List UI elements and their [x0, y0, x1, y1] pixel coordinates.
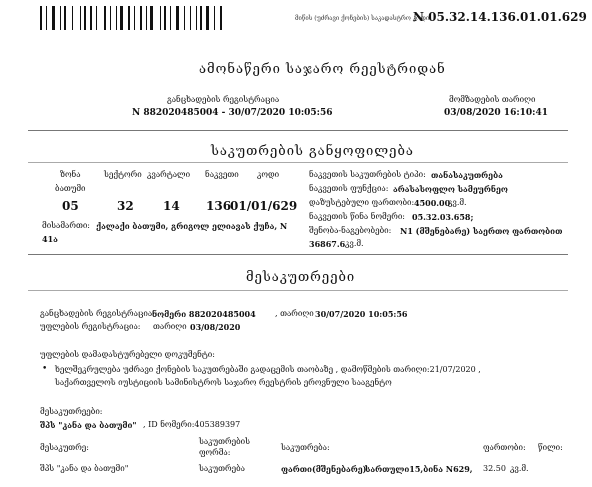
ownership-type-value: თანასაკუთრება [431, 170, 503, 180]
buildings-value: N1 (მშენებარე) საერთო ფართობით [400, 226, 563, 236]
zone-name: ბათუმი [55, 184, 86, 193]
owners-reg-date-label: , თარიღი [275, 309, 314, 318]
col-header-code: კოდი [257, 170, 280, 179]
area-value: 4500.00 [414, 198, 451, 208]
barcode-bar [52, 6, 55, 30]
area-unit: კვ.მ. [448, 198, 467, 207]
code-unit: 01/01/629 [230, 199, 298, 213]
barcode-bar [80, 6, 81, 30]
barcode-bar [46, 6, 47, 30]
barcode-bar [160, 6, 161, 30]
owners-reg-value: ნომერი 882020485004 [152, 309, 256, 319]
owner-id: , ID ნომერი:405389397 [143, 420, 241, 429]
barcode-bar [120, 6, 123, 30]
document-number: N 05.32.14.136.01.01.629 [413, 10, 587, 24]
col-header-sector: სექტორი [104, 170, 142, 179]
barcode-bar [196, 6, 197, 30]
barcode [40, 6, 272, 30]
barcode-bar [150, 6, 153, 30]
address-value: ქალაქი ბათუმი, გრიგოლ ელიავას ქუჩა, N [96, 221, 288, 231]
property-section-title: საკუთრების განყოფილება [211, 144, 414, 159]
col-header-zone: ზონა [60, 170, 81, 179]
barcode-bar [146, 6, 147, 30]
table-row-property-unit: სართული15,ბინა N629, [365, 464, 473, 474]
owners-reg-date: 30/07/2020 10:05:56 [315, 309, 408, 319]
owners-label: მესაკუთრეები: [40, 407, 103, 416]
agency-title: ამონაწერი საჯარო რეესტრიდან [199, 62, 446, 77]
barcode-bar [110, 6, 111, 30]
code-quarter: 14 [163, 199, 180, 213]
barcode-bar [90, 6, 92, 30]
address-label: მისამართი: [42, 221, 91, 230]
barcode-bar [72, 6, 73, 30]
owners-reg-label: განცხადების რეგისტრაცია : [40, 309, 158, 318]
basis-document-label: უფლების დამადასტურებელი დოკუმენტი: [40, 350, 215, 359]
previous-number-value: 05.32.03.658; [412, 212, 474, 222]
barcode-caption: მიწის (უძრავი ქონების) საკადასტრო კოდი [295, 15, 430, 22]
barcode-bar [64, 6, 66, 30]
buildings-label: შენობა-ნაგებობები: [309, 226, 392, 235]
code-parcel: 136 [206, 199, 232, 213]
registration-label: განცხადების რეგისტრაცია [167, 95, 280, 104]
barcode-bar [60, 6, 61, 30]
table-row-form: საკუთრება [199, 464, 245, 473]
table-row-unit: კვ.მ. [510, 464, 529, 473]
basis-document-issuer: საქართველოს იუსტიციის სამინისტროს საჯარო რეესტრის ეროვნული სააგენტო [55, 378, 392, 387]
barcode-bar [220, 6, 222, 30]
address-value-cont: 41ა [42, 234, 58, 244]
barcode-bar [170, 6, 171, 30]
right-date: 03/08/2020 [190, 322, 241, 332]
barcode-bar [200, 6, 202, 30]
basis-document-text: ხელშეკრულება უძრავი ქონების საკუთრებაში გადაცემის თაობაზე , დამოწმების თარიღი:21/07/2020 , [55, 365, 481, 374]
registration-value: N 882020485004 - 30/07/2020 10:05:56 [132, 108, 333, 118]
bullet-icon: • [42, 364, 48, 374]
code-zone: 05 [62, 199, 79, 213]
buildings-unit: კვ.მ. [345, 239, 364, 248]
barcode-bar [206, 6, 209, 30]
barcode-bar [176, 6, 179, 30]
divider [28, 130, 568, 131]
barcode-bar [128, 6, 130, 30]
barcode-bar [40, 6, 42, 30]
barcode-bar [214, 6, 215, 30]
prepared-label: მომზადების თარიღი [449, 95, 536, 104]
prepared-value: 03/08/2020 16:10:41 [444, 108, 549, 118]
table-header-property: საკუთრება: [281, 443, 330, 452]
barcode-bar [96, 6, 97, 30]
buildings-area: 36867.6 [309, 239, 346, 249]
owners-section-title: მესაკუთრეები [246, 270, 356, 285]
right-date-label: თარიღი [153, 322, 187, 331]
table-row-area: 32.50 [483, 464, 506, 473]
barcode-bar [104, 6, 106, 30]
col-header-parcel: ნაკვეთი [205, 170, 239, 179]
divider [28, 290, 568, 291]
table-row-property-type: ფართი(მშენებარე) [281, 464, 367, 474]
previous-number-label: ნაკვეთის წინა ნომერი: [309, 212, 405, 221]
right-registration-label: უფლების რეგისტრაცია: [40, 322, 141, 331]
barcode-bar [190, 6, 191, 30]
parcel-function-value: არასასოფლო სამეურნეო [393, 184, 508, 194]
ownership-type-label: ნაკვეთის საკუთრების ტიპი: [309, 170, 426, 179]
table-row-owner: შპს "კანა და ბათუმი" [40, 464, 129, 473]
table-header-share: წილი: [538, 443, 563, 452]
code-sector: 32 [117, 199, 134, 213]
barcode-bar [84, 6, 86, 30]
barcode-bar [134, 6, 135, 30]
area-label: დაზუსტებული ფართობი: [309, 198, 415, 207]
parcel-function-label: ნაკვეთის ფუნქცია: [309, 184, 389, 193]
owner-name: შპს "კანა და ბათუმი" [40, 420, 137, 430]
table-header-form: საკუთრების ფორმა: [199, 437, 250, 457]
barcode-bar [164, 6, 166, 30]
col-header-quarter: კვარტალი [147, 170, 191, 179]
barcode-bar [184, 6, 185, 30]
table-header-area: ფართობი: [483, 443, 526, 452]
table-header-owner: მესაკუთრე: [40, 443, 89, 452]
barcode-bar [116, 6, 117, 30]
divider [28, 162, 568, 163]
barcode-bar [140, 6, 142, 30]
divider [28, 254, 568, 255]
